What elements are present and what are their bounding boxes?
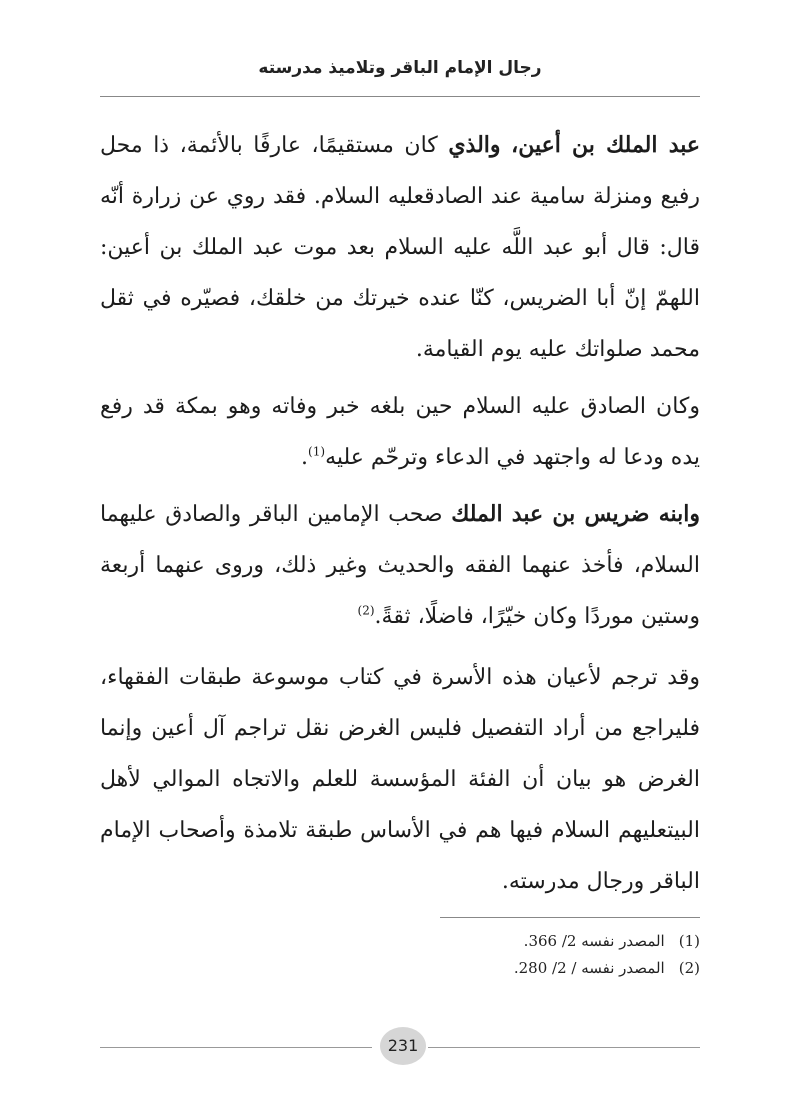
footnote-2-text: المصدر نفسه / 2/ 280.	[513, 959, 665, 977]
footnotes	[100, 928, 700, 982]
body-text	[100, 120, 700, 907]
running-header: رجال الإمام الباقر وتلاميذ مدرسته	[258, 58, 542, 78]
paragraph-4-text: وقد ترجم لأعيان هذه الأسرة في كتاب موسوعة طبقات الفقهاء، فليراجع من أراد التفصيل فليس الغرض نقل تراجم آل أعين وإنما الغرض هو بيان أن الفئة المؤسسة للعلم والاتجاه الموالي لأهل البيتعليهم السلام فيها هم في الأساس طبقة تلامذة وأصحاب الإمام الباقر ورجال مدرسته.	[100, 665, 700, 894]
footer-rule-left	[100, 1047, 372, 1048]
paragraph-1-bold-intro: عبد الملك بن أعين،	[511, 132, 701, 158]
footnote-1-number: (1)	[678, 932, 700, 950]
header-rule	[100, 96, 700, 97]
paragraph-3-bold: وابنه ضريس بن عبد الملك	[451, 501, 700, 527]
footnote-2	[100, 955, 700, 982]
footnote-1	[100, 928, 700, 955]
paragraph-3-text: صحب الإمامين الباقر والصادق عليهما السلام، فأخذ عنهما الفقه والحديث وغير ذلك، وروى عنهما أربعة وستين موردًا وكان خيّرًا، فاضلًا، ثقةً.	[100, 502, 700, 629]
footnote-separator	[440, 917, 700, 918]
footer-rule-right	[428, 1047, 700, 1048]
paragraph-1	[100, 120, 700, 375]
paragraph-1-bold-word: والذي	[448, 132, 501, 158]
footnote-ref-1[interactable]: (1)	[308, 444, 326, 459]
paragraph-3	[100, 489, 700, 642]
page-number: 231	[380, 1027, 426, 1065]
footnote-ref-2[interactable]: (2)	[357, 603, 375, 618]
paragraph-2	[100, 381, 700, 483]
paragraph-4	[100, 652, 700, 907]
paragraph-2-end: .	[301, 445, 309, 470]
paragraph-2-text: وكان الصادق عليه السلام حين بلغه خبر وفاته وهو بمكة قد رفع يده ودعا له واجتهد في الدعاء وترحّم عليه	[100, 394, 700, 470]
paragraph-1-text: كان مستقيمًا، عارفًا بالأئمة، ذا محل رفيع ومنزلة سامية عند الصادقعليه السلام. فقد روي عن زرارة أنّه قال: قال أبو عبد اللَّه عليه السلام بعد موت عبد الملك بن أعين: اللهمّ إنّ أبا الضريس، كنّا عنده خيرتك من خلقك، فصيّره في ثقل محمد صلواتك عليه يوم القيامة.	[100, 133, 700, 362]
footnote-1-text: المصدر نفسه 2/ 366.	[523, 932, 665, 950]
footnote-2-number: (2)	[678, 959, 700, 977]
